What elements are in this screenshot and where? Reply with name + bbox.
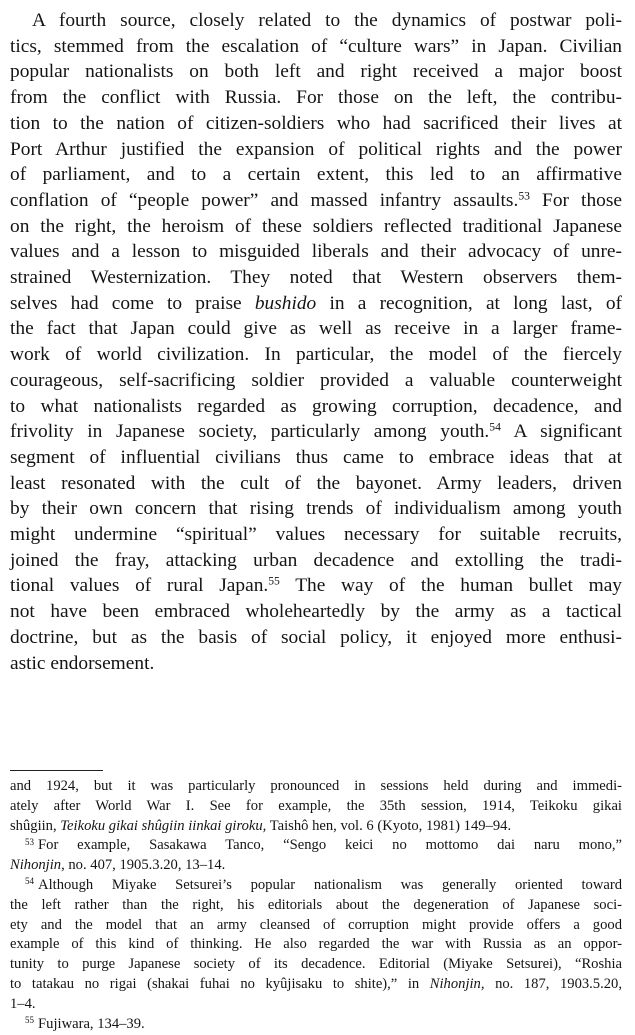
note-line — [10, 876, 622, 896]
note-text: Fujiwara, 134–39. — [38, 1015, 145, 1032]
note-text: For example, Sasakawa Tanco, “Sengo keici no mottomo dai naru mono,” — [38, 837, 622, 854]
note-line: example of this kind of thinking. He also regarded the war with Russia as an oppor- — [10, 936, 622, 953]
footnotes — [10, 777, 622, 1034]
note-text: no. 187, 1903.5.20, — [484, 975, 622, 992]
body-line: doctrine, but as the basis of social policy, it enjoyed more enthusi- — [10, 626, 622, 648]
body-text-segment: frivolity in Japanese society, particularly among youth. — [10, 421, 490, 443]
note-italic-title: Teikoku gikai shûgiin iinkai giroku, — [60, 817, 267, 834]
footnote-number: 55 — [25, 1015, 35, 1026]
body-line: segment of influential civilians thus came to embrace ideas that at — [10, 446, 622, 468]
main-paragraph — [10, 8, 622, 676]
footnote-continuation — [10, 777, 622, 836]
note-italic-title: Nihonjin, — [10, 857, 65, 874]
body-text-segment: The way of the human bullet may — [279, 575, 622, 597]
note-line — [10, 817, 622, 837]
body-text-segment: A significant — [500, 421, 622, 443]
footnote-53 — [10, 836, 622, 876]
note-line: the left rather than the right, his editorials about the degeneration of Japanese soci- — [10, 896, 622, 913]
body-line: work of world civilization. In particular, the model of the fiercely — [10, 344, 622, 366]
note-line — [10, 1015, 622, 1035]
note-text: shûgiin, — [10, 817, 61, 834]
footnote-ref-54[interactable]: 54 — [489, 420, 501, 434]
body-line — [10, 419, 622, 445]
body-text-segment: tional values of rural Japan. — [10, 575, 269, 597]
body-line — [10, 573, 622, 599]
body-text-segment: conflation of “people power” and massed infantry assaults. — [10, 189, 519, 211]
body-line: strained Westernization. They noted that Western observers them- — [10, 267, 622, 289]
footnote-number: 54 — [25, 876, 35, 887]
body-line: of parliament, and to a certain extent, this led to an affirmative — [10, 164, 622, 186]
footnote-separator — [10, 770, 103, 771]
body-line: astic endorsement. — [10, 652, 155, 674]
body-line: by their own concern that rising trends of individualism among youth — [10, 498, 622, 520]
note-line: ety and the model that an army cleansed of corruption might provide offers a good — [10, 916, 622, 933]
italic-term: bushido — [254, 292, 317, 314]
body-line: not have been embraced wholeheartedly by the army as a tactical — [10, 601, 622, 623]
note-text: Although Miyake Setsurei’s popular nationalism was generally oriented toward — [38, 876, 622, 893]
footnote-55 — [10, 1015, 622, 1035]
footnote-ref-53[interactable]: 53 — [518, 189, 530, 203]
body-line: values and a lesson to misguided liberals and their advocacy of unre- — [10, 241, 622, 263]
body-line: tion to the nation of citizen-soldiers who had sacrificed their lives at — [10, 112, 622, 134]
note-line: and 1924, but it was particularly pronounced in sessions held during and immedi- — [10, 778, 622, 794]
note-line: 1–4. — [10, 995, 36, 1012]
body-text-segment: selves had come to praise — [10, 292, 242, 314]
note-line — [10, 856, 622, 876]
body-line: popular nationalists on both left and right received a major boost — [10, 61, 622, 83]
footnote-number: 53 — [25, 836, 35, 847]
body-line: might undermine “spiritual” values necessary for suitable recruits, — [10, 524, 622, 546]
body-line: joined the fray, attacking urban decadence and extolling the tradi- — [10, 549, 622, 571]
note-line — [10, 975, 622, 995]
body-line: from the conflict with Russia. For those on the left, the contribu- — [10, 87, 622, 109]
note-italic-title: Nihonjin, — [429, 975, 485, 992]
note-line — [10, 836, 622, 856]
body-line: courageous, self-sacrificing soldier provided a valuable counterweight — [10, 369, 622, 391]
note-text: Taishô hen, vol. 6 (Kyoto, 1981) 149–94. — [266, 817, 512, 834]
footnote-ref-55[interactable]: 55 — [268, 575, 280, 589]
body-line — [10, 291, 622, 317]
body-text-segment: in a recognition, at long last, of — [316, 292, 622, 314]
body-line: to what nationalists regarded as growing corruption, decadence, and — [10, 395, 622, 417]
body-line: the fact that Japan could give as well as receive in a larger frame- — [10, 318, 622, 340]
body-line: least resonated with the cult of the bayonet. Army leaders, driven — [10, 472, 622, 494]
body-line: Port Arthur justified the expansion of political rights and the power — [10, 138, 622, 160]
body-line: tics, stemmed from the escalation of “culture wars” in Japan. Civilian — [10, 35, 622, 57]
page-body — [10, 8, 622, 676]
note-text: no. 407, 1905.3.20, 13–14. — [64, 857, 226, 874]
body-line — [10, 188, 622, 214]
note-line: tunity to purge Japanese society of its decadence. Editorial (Miyake Setsurei), “Roshia — [10, 956, 622, 973]
footnote-54 — [10, 876, 622, 1015]
body-line: on the right, the heroism of these soldiers reflected traditional Japanese — [10, 215, 622, 237]
body-text-segment: For those — [529, 189, 622, 211]
note-text: to tatakau no rigai (shakai fuhai no kyûjisaku to shite),” in — [10, 975, 430, 992]
body-line: A fourth source, closely related to the dynamics of postwar poli- — [32, 10, 622, 31]
note-line: ately after World War I. See for example, the 35th session, 1914, Teikoku gikai — [10, 797, 622, 814]
